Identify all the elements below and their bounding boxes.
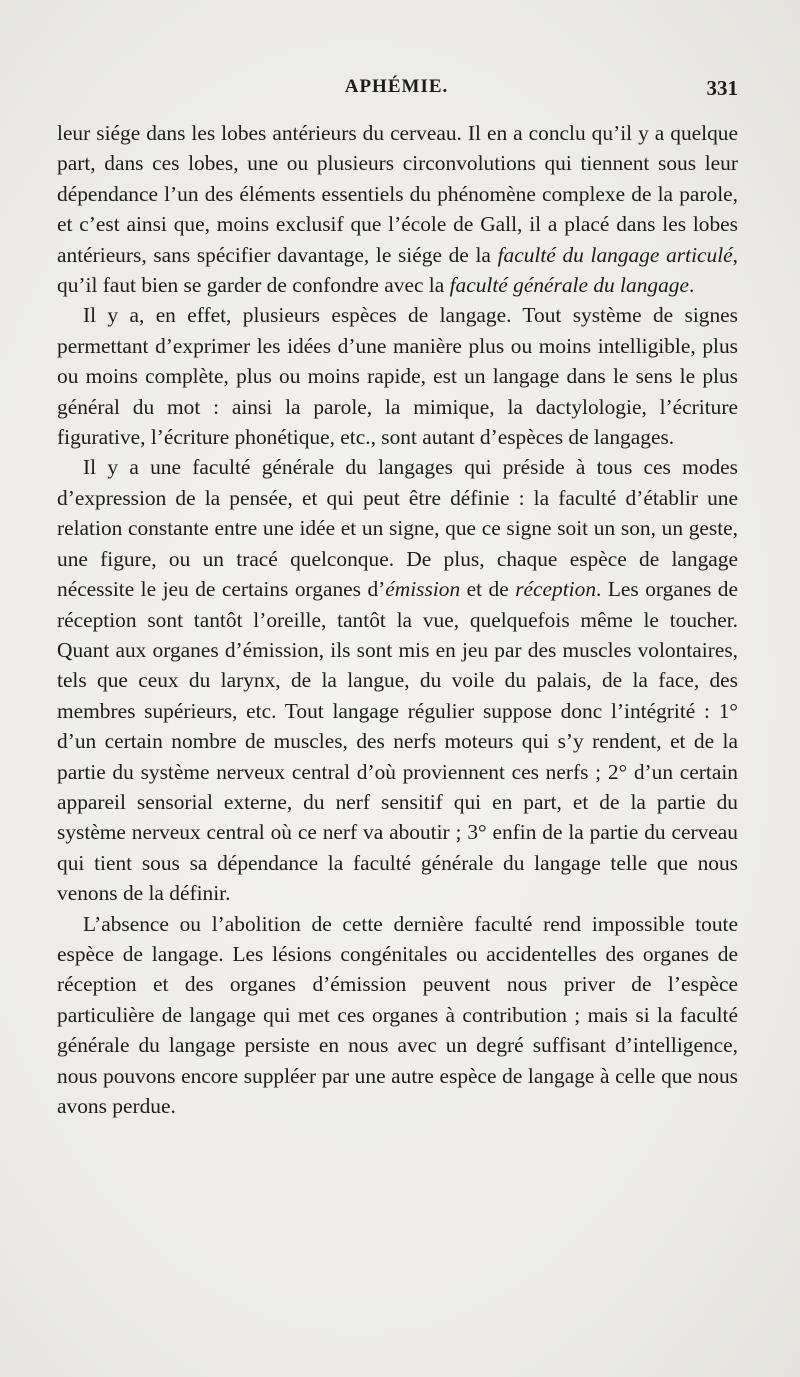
text-segment: L’absence ou l’abolition de cette dernière faculté rend impossible toute espèce de langage. Les lésions congénitales ou accidentelles des organes de réception et des organes d’émission peuvent nous priver de l’espèce particulière de langage qui met ces organes à contribution ; mais si la faculté générale du langage persiste en nous avec un degré suffisant d’intelligence, nous pouvons encore suppléer par une autre espèce de langage à celle que nous avons perdue. [57, 911, 738, 1118]
page-number: 331 [706, 76, 738, 100]
text-segment: . [688, 273, 695, 298]
paragraph [57, 118, 738, 300]
italic-text: faculté du langage articulé [497, 242, 733, 267]
text-segment: Il y a, en effet, plusieurs espèces de langage. Tout système de signes permettant d’exprimer les idées d’une manière plus ou moins intelligible, plus ou moins complète, plus ou moins rapide, est un langage dans le sens le plus général du mot : ainsi la parole, la mimique, la dactylologie, l’écriture figurative, l’écriture phonétique, etc., sont autant d’espèces de langages. [57, 303, 738, 450]
text-segment: , qu’il faut bien se garder de confondre avec la [57, 242, 738, 298]
page-header [55, 76, 738, 104]
running-title: APHÉMIE. [344, 76, 449, 97]
paragraph [57, 300, 738, 452]
body-text [57, 118, 738, 1121]
paragraph [57, 909, 738, 1122]
italic-text: émission [385, 577, 461, 602]
text-segment: leur siége dans les lobes antérieurs du cerveau. Il en a conclu qu’il y a quelque part, dans ces lobes, une ou plusieurs circonvolutions qui tiennent sous leur dépendance l’un des éléments essentiels du phénomène complexe de la parole, et c’est ainsi que, moins exclusif que l’école de Gall, il a placé dans les lobes antérieurs, sans spécifier davantage, le siége de la [57, 121, 738, 267]
text-segment: . Les organes de réception sont tantôt l’oreille, tantôt la vue, quelquefois même le toucher. Quant aux organes d’émission, ils sont mis en jeu par des muscles volontaires, tels que ceux du larynx, de la langue, du voile du palais, de la face, des membres supérieurs, etc. Tout langage régulier suppose donc l’intégrité : 1° d’un certain nombre de muscles, des nerfs moteurs qui s’y rendent, et de la partie du système nerveux central d’où proviennent ces nerfs ; 2° d’un certain appareil sensorial externe, du nerf sensitif qui en part, et de la partie du système nerveux central où ce nerf va aboutir ; 3° enfin de la partie du cerveau qui tient sous sa dépendance la faculté générale du langage telle que nous venons de la définir. [57, 577, 738, 906]
paragraph [57, 452, 738, 908]
text-segment: et de [460, 577, 516, 602]
text-segment: Il y a une faculté générale du langages qui préside à tous ces modes d’expression de la pensée, et qui peut être définie : la faculté d’établir une relation constante entre une idée et un signe, que ce signe soit un son, un geste, une figure, ou un tracé quelconque. De plus, chaque espèce de langage nécessite le jeu de certains organes d’ [57, 455, 738, 602]
italic-text: faculté générale du langage [449, 273, 689, 298]
italic-text: réception [515, 577, 597, 602]
